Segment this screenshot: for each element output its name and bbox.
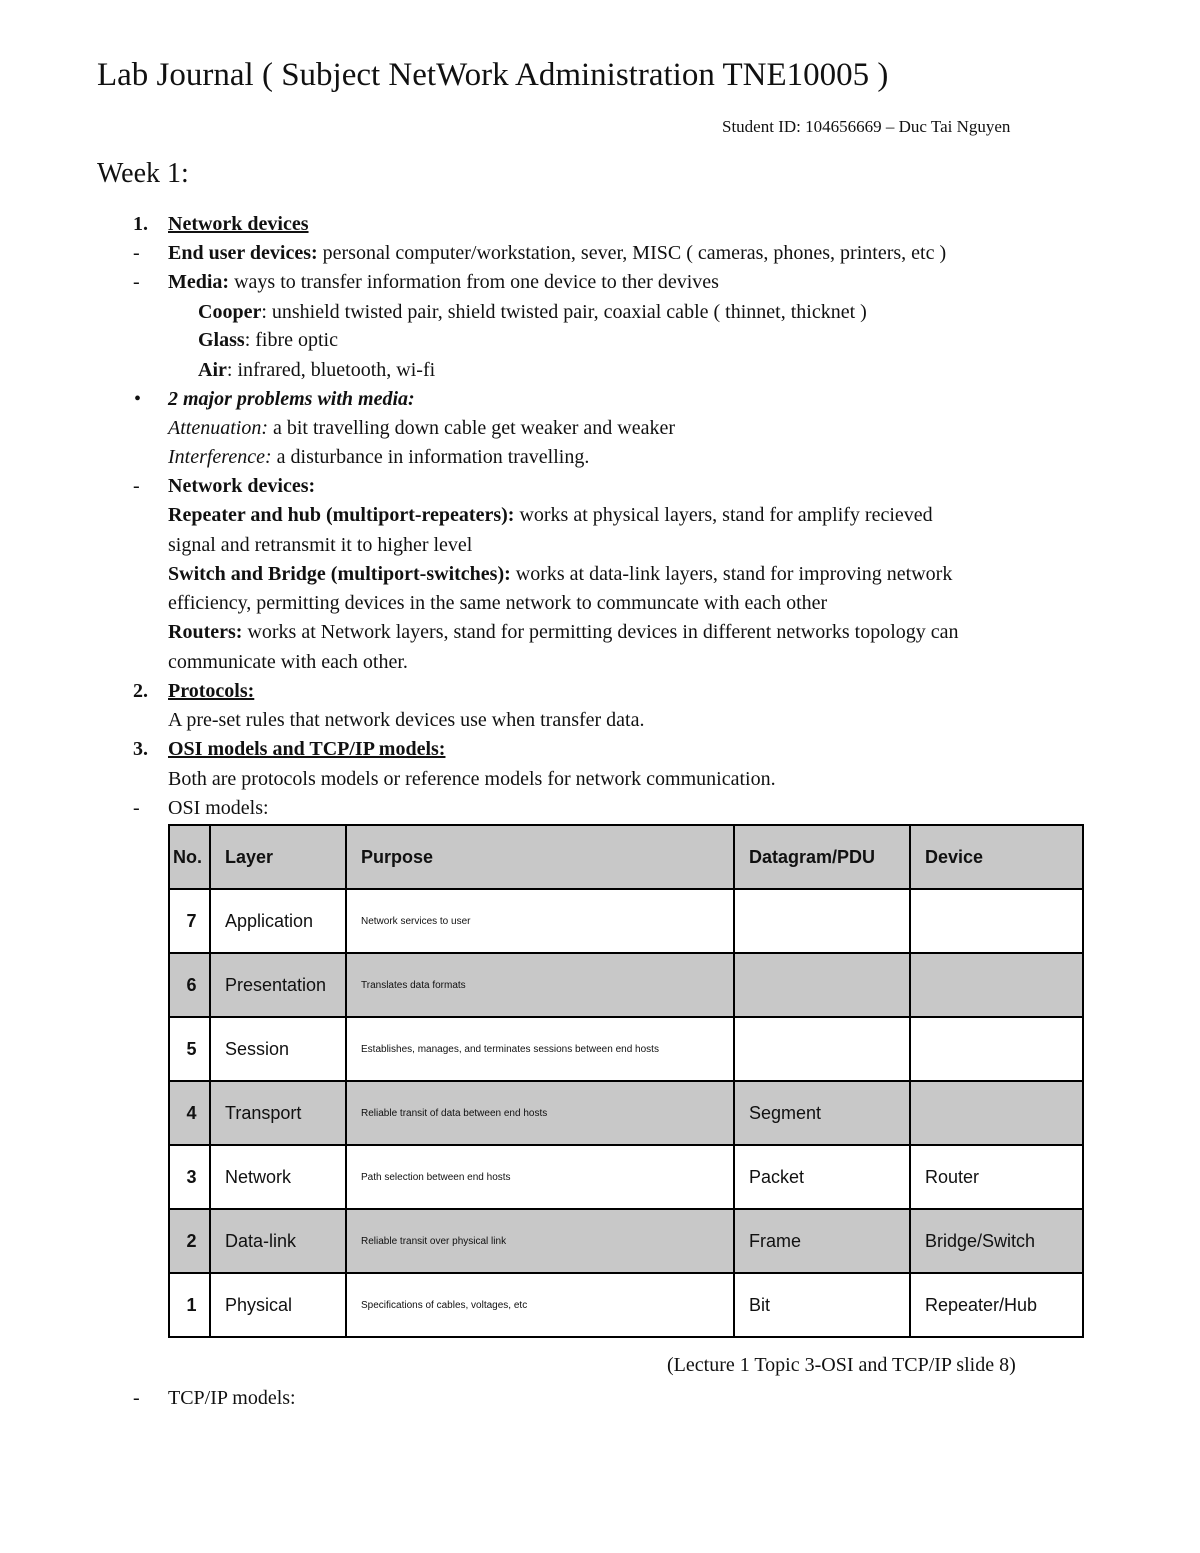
table-row xyxy=(169,1273,1083,1337)
term-text: a disturbance in information travelling. xyxy=(271,446,590,468)
term-label: Routers: xyxy=(168,621,243,643)
osi-table xyxy=(168,824,1084,1338)
section-heading: Protocols: xyxy=(168,680,255,702)
term-text: ways to transfer information from one device to ther devives xyxy=(229,271,719,293)
column-header: Layer xyxy=(210,825,346,889)
section-heading: OSI models and TCP/IP models: xyxy=(168,738,446,760)
repeater-line xyxy=(168,501,933,530)
column-header: Datagram/PDU xyxy=(734,825,910,889)
problems-heading: 2 major problems with media: xyxy=(168,388,415,410)
term-label: Switch and Bridge (multiport-switches): xyxy=(168,563,511,585)
dash-marker: - xyxy=(133,242,140,264)
term-text: a bit travelling down cable get weaker and weaker xyxy=(267,417,676,439)
network-devices-heading: Network devices: xyxy=(168,475,316,497)
protocols-text: A pre-set rules that network devices use when transfer data. xyxy=(168,709,645,731)
layer-device: Bridge/Switch xyxy=(910,1209,1083,1273)
table-caption: (Lecture 1 Topic 3-OSI and TCP/IP slide 8) xyxy=(667,1354,1016,1376)
layer-purpose: Reliable transit of data between end hosts xyxy=(346,1081,734,1145)
layer-device: Router xyxy=(910,1145,1083,1209)
layer-number: 6 xyxy=(169,953,210,1017)
term-text: : unshield twisted pair, shield twisted pair, coaxial cable ( thinnet, thicknet ) xyxy=(261,301,867,323)
routers-line xyxy=(168,618,959,647)
attenuation-line xyxy=(168,414,675,443)
term-text: works at Network layers, stand for permitting devices in different networks topology can xyxy=(242,621,959,643)
section-heading: Network devices xyxy=(168,213,309,235)
layer-name: Session xyxy=(210,1017,346,1081)
layer-number: 5 xyxy=(169,1017,210,1081)
layer-purpose: Translates data formats xyxy=(346,953,734,1017)
table-row xyxy=(169,1017,1083,1081)
dash-marker: - xyxy=(133,797,140,819)
page-title: Lab Journal ( Subject NetWork Administration TNE10005 ) xyxy=(97,57,889,93)
layer-pdu: Frame xyxy=(734,1209,910,1273)
layer-device xyxy=(910,1017,1083,1081)
term-label: Cooper xyxy=(198,301,262,323)
section-number: 2. xyxy=(133,680,148,702)
osi-models-label: OSI models: xyxy=(168,797,269,819)
column-header: Device xyxy=(910,825,1083,889)
term-label: End user devices: xyxy=(168,242,318,264)
layer-pdu xyxy=(734,953,910,1017)
models-text: Both are protocols models or reference models for network communication. xyxy=(168,768,776,790)
layer-number: 7 xyxy=(169,889,210,953)
layer-device xyxy=(910,1081,1083,1145)
term-text: personal computer/workstation, sever, MISC ( cameras, phones, printers, etc ) xyxy=(317,242,947,264)
table-header-row xyxy=(169,825,1083,889)
layer-name: Data-link xyxy=(210,1209,346,1273)
layer-name: Physical xyxy=(210,1273,346,1337)
layer-device xyxy=(910,953,1083,1017)
layer-purpose: Establishes, manages, and terminates sessions between end hosts xyxy=(346,1017,734,1081)
term-label: Repeater and hub (multiport-repeaters): xyxy=(168,504,515,526)
layer-purpose: Path selection between end hosts xyxy=(346,1145,734,1209)
column-header: Purpose xyxy=(346,825,734,889)
layer-number: 4 xyxy=(169,1081,210,1145)
layer-number: 3 xyxy=(169,1145,210,1209)
layer-purpose: Network services to user xyxy=(346,889,734,953)
section-number: 3. xyxy=(133,738,148,760)
layer-pdu xyxy=(734,889,910,953)
cooper-line xyxy=(198,298,867,327)
table-row xyxy=(169,889,1083,953)
end-user-devices-line xyxy=(168,239,946,268)
glass-line xyxy=(198,326,338,355)
section-number: 1. xyxy=(133,213,148,235)
layer-device: Repeater/Hub xyxy=(910,1273,1083,1337)
term-label: Air xyxy=(198,359,227,381)
layer-pdu: Bit xyxy=(734,1273,910,1337)
table-row xyxy=(169,1081,1083,1145)
layer-name: Transport xyxy=(210,1081,346,1145)
week-heading: Week 1: xyxy=(97,158,189,189)
routers-line-cont: communicate with each other. xyxy=(168,651,408,673)
term-label: Interference: xyxy=(168,446,272,468)
switch-line xyxy=(168,560,952,589)
layer-purpose: Specifications of cables, voltages, etc xyxy=(346,1273,734,1337)
term-text: : fibre optic xyxy=(244,329,338,351)
term-label: Glass xyxy=(198,329,245,351)
layer-name: Application xyxy=(210,889,346,953)
dash-marker: - xyxy=(133,271,140,293)
layer-pdu: Segment xyxy=(734,1081,910,1145)
column-header: No. xyxy=(169,825,210,889)
tcpip-models-label: TCP/IP models: xyxy=(168,1387,296,1409)
term-text: works at physical layers, stand for amplify recieved xyxy=(514,504,933,526)
table-row xyxy=(169,1145,1083,1209)
layer-name: Presentation xyxy=(210,953,346,1017)
layer-purpose: Reliable transit over physical link xyxy=(346,1209,734,1273)
layer-pdu: Packet xyxy=(734,1145,910,1209)
media-line xyxy=(168,268,719,297)
interference-line xyxy=(168,443,589,472)
layer-number: 1 xyxy=(169,1273,210,1337)
term-label: Media: xyxy=(168,271,230,293)
layer-name: Network xyxy=(210,1145,346,1209)
layer-pdu xyxy=(734,1017,910,1081)
switch-line-cont: efficiency, permitting devices in the same network to communcate with each other xyxy=(168,592,828,614)
layer-number: 2 xyxy=(169,1209,210,1273)
table-row xyxy=(169,953,1083,1017)
repeater-line-cont: signal and retransmit it to higher level xyxy=(168,534,473,556)
air-line xyxy=(198,356,435,385)
layer-device xyxy=(910,889,1083,953)
bullet-marker: • xyxy=(134,388,142,410)
term-text: : infrared, bluetooth, wi-fi xyxy=(226,359,436,381)
dash-marker: - xyxy=(133,475,140,497)
term-label: Attenuation: xyxy=(168,417,268,439)
student-id: Student ID: 104656669 – Duc Tai Nguyen xyxy=(722,117,1011,136)
term-text: works at data-link layers, stand for improving network xyxy=(510,563,953,585)
table-row xyxy=(169,1209,1083,1273)
dash-marker: - xyxy=(133,1387,140,1409)
